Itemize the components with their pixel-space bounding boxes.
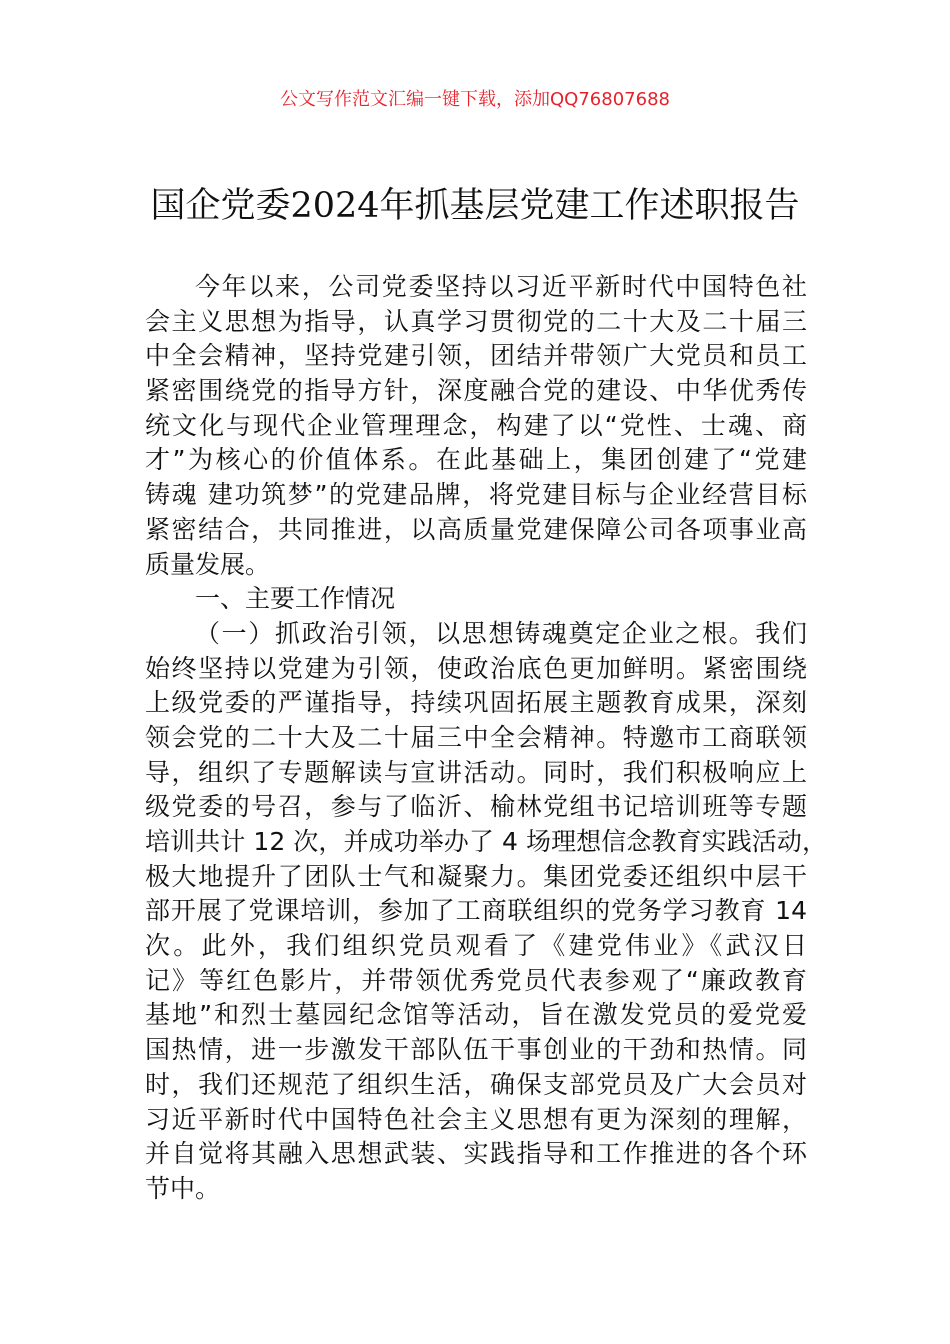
text-line: 一、主要工作情况 (195, 584, 396, 614)
text-line: 导，组织了专题解读与宣讲活动。同时，我们积极响应上 (145, 757, 807, 787)
text-line: 国热情，进一步激发干部队伍干事创业的干劲和热情。同 (145, 1035, 807, 1065)
text-line: 紧密结合，共同推进，以高质量党建保障公司各项事业高 (145, 514, 807, 544)
text-line: 统文化与现代企业管理理念，构建了以“党性、士魂、商 (145, 410, 807, 440)
paragraph (145, 617, 827, 1207)
text-line: 时，我们还规范了组织生活，确保支部党员及广大会员对 (145, 1069, 807, 1099)
paragraph (145, 270, 807, 582)
text-line: 会主义思想为指导，认真学习贯彻党的二十大及二十届三 (145, 306, 807, 336)
text-line: 记》等红色影片，并带领优秀党员代表参观了“廉政教育 (145, 965, 807, 995)
text-line: 铸魂 建功筑梦”的党建品牌，将党建目标与企业经营目标 (145, 480, 807, 510)
text-line: 中全会精神，坚持党建引领，团结并带领广大党员和员工 (145, 341, 807, 371)
text-line: 领会党的二十大及二十届三中全会精神。特邀市工商联领 (145, 722, 807, 752)
text-line: 节中。 (145, 1173, 221, 1203)
document-title: 国企党委2024年抓基层党建工作述职报告 (150, 186, 800, 226)
text-line: 上级党委的严谨指导，持续巩固拓展主题教育成果，深刻 (145, 688, 807, 718)
text-line: 始终坚持以党建为引领，使政治底色更加鲜明。紧密围绕 (145, 653, 807, 683)
watermark-text: 公文写作范文汇编一键下载，添加QQ76807688 (280, 89, 670, 110)
text-line: 培训共计 12 次，并成功举办了 4 场理想信念教育实践活动， (145, 827, 827, 856)
document-body (145, 270, 827, 1207)
text-line: 并自觉将其融入思想武装、实践指导和工作推进的各个环 (145, 1139, 807, 1169)
text-line: （一）抓政治引领，以思想铸魂奠定企业之根。我们 (195, 618, 807, 648)
text-line: 习近平新时代中国特色社会主义思想有更为深刻的理解， (145, 1104, 807, 1134)
text-line: 才”为核心的价值体系。在此基础上，集团创建了“党建 (145, 445, 807, 475)
text-line: 基地”和烈士墓园纪念馆等活动，旨在激发党员的爱党爱 (145, 1000, 807, 1030)
text-line: 部开展了党课培训，参加了工商联组织的党务学习教育 14 (145, 896, 807, 926)
text-line: 紧密围绕党的指导方针，深度融合党的建设、中华优秀传 (145, 376, 807, 406)
text-line: 质量发展。 (145, 549, 271, 579)
text-line: 级党委的号召，参与了临沂、榆林党组书记培训班等专题 (145, 792, 807, 822)
text-line: 次。此外，我们组织党员观看了《建党伟业》《武汉日 (145, 931, 807, 961)
text-line: 极大地提升了团队士气和凝聚力。集团党委还组织中层干 (145, 861, 807, 891)
section-heading (145, 582, 807, 617)
text-line: 今年以来，公司党委坚持以习近平新时代中国特色社 (195, 272, 807, 301)
